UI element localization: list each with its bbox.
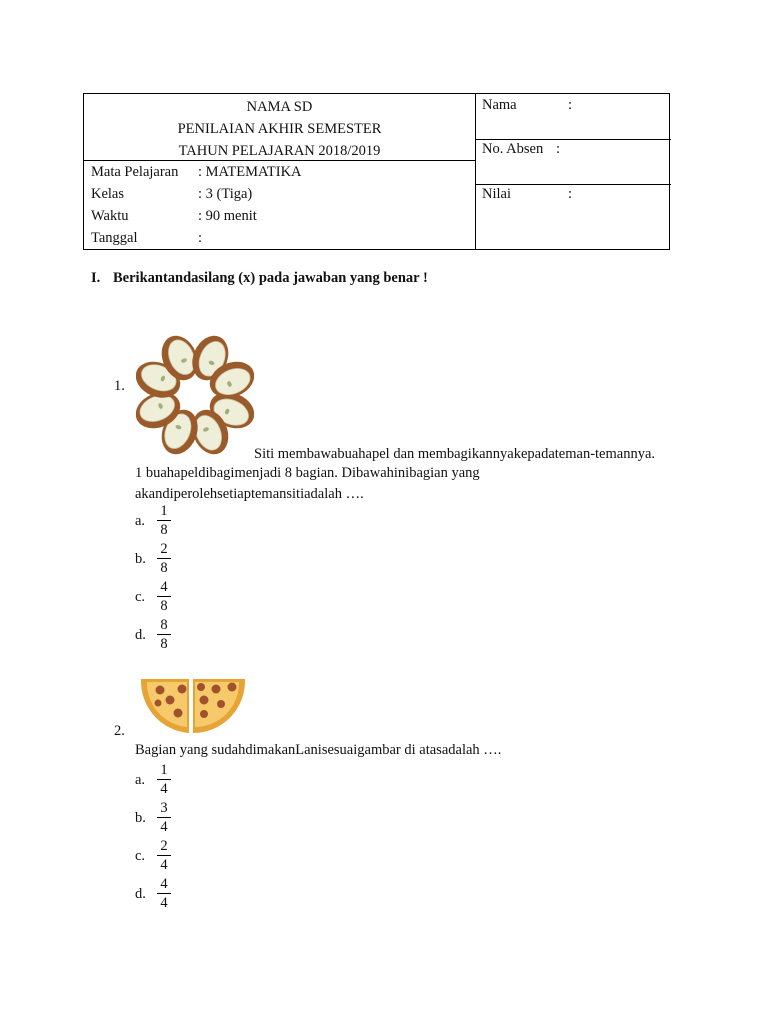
info-label: Waktu [91,208,129,224]
exam-name: PENILAIAN AKHIR SEMESTER [177,121,382,137]
question-2-line-1: Bagian yang sudahdimakanLanisesuaigambar di atasadalah …. [135,742,502,758]
option-letter: a. [135,772,146,788]
section-heading [91,270,428,287]
numerator: 1 [160,762,168,778]
denominator: 8 [160,636,168,652]
fraction [157,838,171,873]
name-colon: : [568,97,573,113]
denominator: 8 [160,560,168,576]
name-label: Nama [482,97,517,113]
pepperoni [155,700,162,707]
header-table [83,93,670,250]
option-letter: a. [135,513,146,529]
name-field[interactable] [482,95,672,115]
fraction-bar [157,596,171,597]
denominator: 4 [160,819,168,835]
pepperoni [200,696,209,705]
fraction [157,762,171,797]
pepperoni [166,696,175,705]
fraction-bar [157,520,171,521]
pepperoni [212,685,221,694]
pepperoni [200,710,208,718]
exam-title-block [84,96,475,162]
pepperoni [178,685,187,694]
fraction [157,579,171,614]
info-value: : 90 menit [198,208,257,224]
pepperoni [156,686,165,695]
absence-number-field[interactable] [482,139,672,159]
question-1-line-2: 1 buahapeldibagimenjadi 8 bagian. Dibawahinibagian yang [135,465,480,481]
fraction-bar [157,634,171,635]
info-label: Mata Pelajaran [91,164,179,180]
question-2-number: 2. [114,723,125,739]
info-row-class [91,183,252,205]
numerator: 8 [160,617,168,633]
option-letter: c. [135,589,146,605]
info-label: Kelas [91,186,125,202]
numerator: 1 [160,503,168,519]
pepperoni [217,700,225,708]
half-pizza-icon [138,676,248,736]
question-1-line-3: akandiperolehsetiaptemansitiadalah …. [135,486,364,502]
table-divider [475,94,476,249]
fraction-bar [157,817,171,818]
option-letter: c. [135,848,146,864]
pepperoni [228,683,237,692]
fraction [157,541,171,576]
sliced-apple-icon [136,330,254,460]
numerator: 2 [160,838,168,854]
denominator: 4 [160,895,168,911]
question-1-number: 1. [114,378,125,394]
school-name: NAMA SD [246,99,313,115]
denominator: 8 [160,522,168,538]
question-1-line-1: Siti membawabuahapel dan membagikannyakepadateman-temannya. [254,446,656,462]
fraction [157,617,171,652]
info-row-time [91,205,257,227]
fraction-bar [157,558,171,559]
info-value: : 3 (Tiga) [198,186,253,202]
option-letter: d. [135,627,146,643]
academic-year: TAHUN PELAJARAN 2018/2019 [178,143,381,159]
fraction [157,800,171,835]
denominator: 4 [160,857,168,873]
absence-colon: : [556,141,561,157]
fraction [157,876,171,911]
score-field[interactable] [482,184,672,204]
pepperoni [174,709,183,718]
fraction-bar [157,855,171,856]
section-instruction: Berikantandasilang (x) pada jawaban yang benar ! [113,270,428,286]
numerator: 3 [160,800,168,816]
info-row-date [91,227,202,249]
absence-label: No. Absen [482,141,544,157]
fraction-bar [157,893,171,894]
fraction [157,503,171,538]
numerator: 4 [160,876,168,892]
info-row-subject [91,161,302,183]
info-value: : [198,230,203,246]
pepperoni [197,683,205,691]
numerator: 4 [160,579,168,595]
info-label: Tanggal [91,230,138,246]
fraction-bar [157,779,171,780]
section-number: I. [91,270,101,286]
option-letter: b. [135,551,146,567]
denominator: 4 [160,781,168,797]
info-value: : MATEMATIKA [198,164,302,180]
score-label: Nilai [482,186,511,202]
score-colon: : [568,186,573,202]
denominator: 8 [160,598,168,614]
option-letter: d. [135,886,146,902]
option-letter: b. [135,810,146,826]
numerator: 2 [160,541,168,557]
